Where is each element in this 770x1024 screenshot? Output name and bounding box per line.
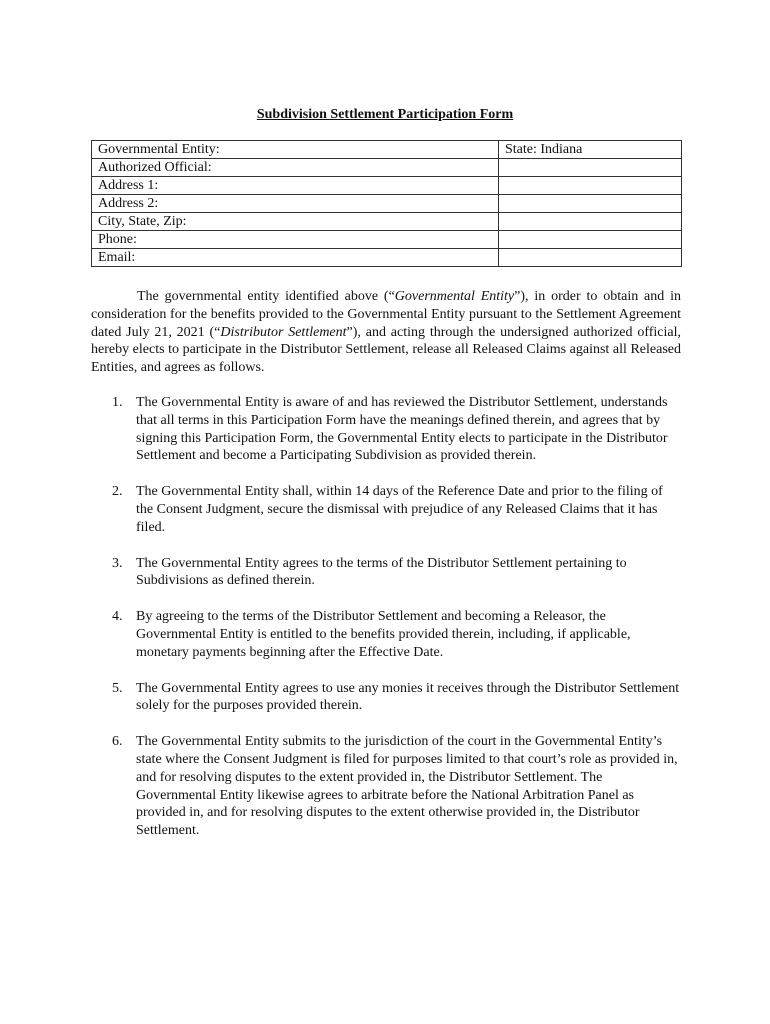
table-row xyxy=(92,195,682,213)
email-label: Email: xyxy=(92,249,499,267)
list-item-text: The Governmental Entity agrees to use any monies it receives through the Distributor Settlement solely for the purposes provided therein. xyxy=(136,680,680,714)
table-row xyxy=(92,213,682,231)
phone-label: Phone: xyxy=(92,231,499,249)
list-item xyxy=(91,680,681,716)
list-item xyxy=(91,394,681,465)
list-item-number: 4. xyxy=(112,609,123,625)
city-state-zip-value xyxy=(499,213,682,231)
intro-text-3: ”), and acting through the undersigned authorized official, hereby elects to participate in the Distributor Settlement, release all Released Claims against all Released Entities, and agrees as follows. xyxy=(91,324,682,376)
authorized-official-value xyxy=(499,159,682,177)
intro-term-distributor-settlement: Distributor Settlement xyxy=(220,324,347,340)
list-item-text: The Governmental Entity submits to the jurisdiction of the court in the Governmental Entity’s state where the Consent Judgment is filed for purposes limited to that court’s role as provided in, and for resolving disputes to the extent provided in, the Distributor Settlement. The Governmental Entity likewise agrees to arbitrate before the National Arbitration Panel as provided in, and for resolving disputes to the extent otherwise provided in, the Distributor Settlement. xyxy=(136,734,678,839)
table-row xyxy=(92,249,682,267)
list-item-number: 6. xyxy=(112,734,123,750)
table-row xyxy=(92,141,682,159)
intro-term-governmental-entity: Governmental Entity xyxy=(394,289,515,304)
address-2-label: Address 2: xyxy=(92,195,499,213)
list-item-text: The Governmental Entity agrees to the terms of the Distributor Settlement pertaining to Subdivisions as defined therein. xyxy=(136,555,627,589)
phone-value xyxy=(499,231,682,249)
state-label: State: Indiana xyxy=(499,141,682,159)
governmental-entity-label: Governmental Entity: xyxy=(92,141,499,159)
list-item-number: 1. xyxy=(112,395,123,410)
email-value xyxy=(499,249,682,267)
list-item xyxy=(91,555,681,591)
list-item-number: 2. xyxy=(112,484,123,500)
list-item-text: The Governmental Entity is aware of and has reviewed the Distributor Settlement, understands that all terms in this Participation Form have the meanings defined therein, and agrees that by signing this Participation Form, the Governmental Entity elects to participate in the Distributor Settlement and become a Participating Subdivision as provided therein. xyxy=(136,395,668,464)
list-item xyxy=(91,733,681,840)
list-item xyxy=(91,608,681,661)
form-title: Subdivision Settlement Participation Form xyxy=(256,107,514,122)
city-state-zip-label: City, State, Zip: xyxy=(92,213,499,231)
terms-list xyxy=(91,394,681,858)
list-item-number: 5. xyxy=(112,680,123,696)
intro-paragraph xyxy=(91,288,681,377)
list-item xyxy=(91,483,681,536)
list-item-number: 3. xyxy=(112,555,123,571)
intro-text-1: The governmental entity identified above (“ xyxy=(137,289,395,304)
table-row xyxy=(92,231,682,249)
address-1-value xyxy=(499,177,682,195)
list-item-text: The Governmental Entity shall, within 14 days of the Reference Date and prior to the filing of the Consent Judgment, secure the dismissal with prejudice of any Released Claims that it has filed. xyxy=(136,484,663,535)
authorized-official-label: Authorized Official: xyxy=(92,159,499,177)
table-row xyxy=(92,159,682,177)
address-2-value xyxy=(499,195,682,213)
table-row xyxy=(92,177,682,195)
list-item-text: By agreeing to the terms of the Distributor Settlement and becoming a Releasor, the Governmental Entity is entitled to the benefits provided therein, including, if applicable, monetary payments beginning after the Effective Date. xyxy=(136,609,631,660)
entity-info-table xyxy=(91,140,682,267)
intro-text-2: ”), in order to obtain and in consideration for the benefits provided to the Governmental Entity pursuant to the Settlement Agreement dated July 21, 2021 (“ xyxy=(91,289,681,340)
address-1-label: Address 1: xyxy=(92,177,499,195)
